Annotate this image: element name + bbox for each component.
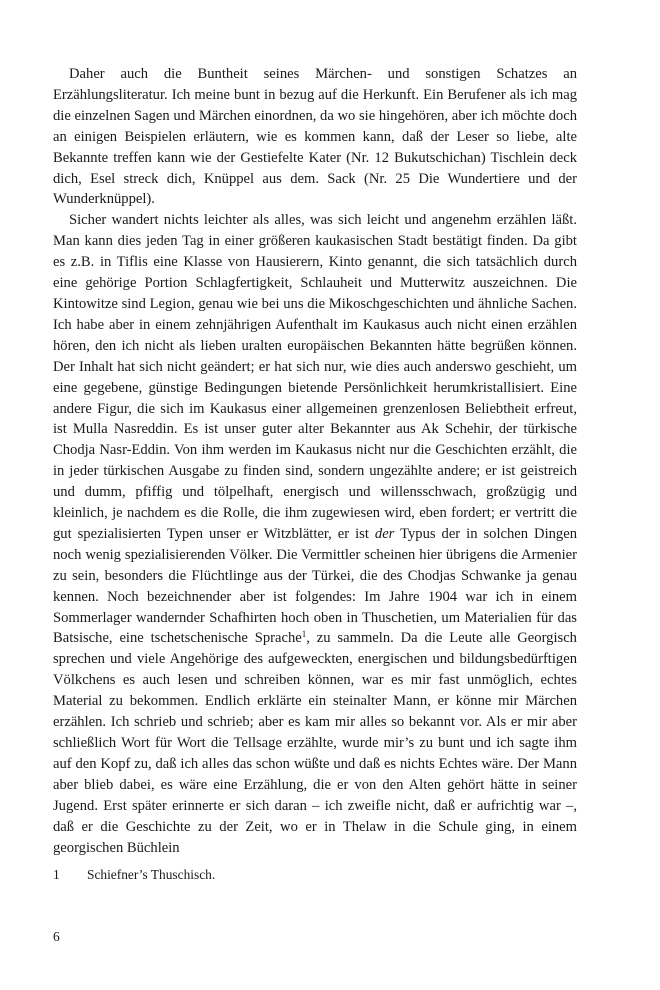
emphasis-text: der — [374, 525, 395, 542]
footnote-reference[interactable]: 1 — [301, 629, 307, 640]
text-run: , zu sammeln. Da die Leute alle Georgisch sprechen und viele Angehörige des aufgeweckten, energischen und bildungsbedürftigen Völkchens es auch lesen und schreiben können, war es mir fast unmöglich, echtes Material zu bekommen. Endlich erklärte ein steinalter Mann, er könne mir Märchen erzählen. Ich schrieb und schrieb; aber es kam mir alles so bekannt vor. Als er mir aber schließlich Wort für Wort die Tellsage erzählte, wurde mir’s zu bunt und ich sagte ihm auf den Kopf zu, daß ich alles das schon wüßte und daß es nichts Echtes wäre. Der Mann aber blieb dabei, es wäre eine Erzählung, die er von den Alten gehört hätte in seiner Jugend. Erst später erinnerte er sich daran – ich zweifle nicht, daß er aufrichtig war –, daß er die Geschichte zu der Zeit, wo er in Thelaw in die Schule ging, in einem georgischen Büchlein — [53, 630, 577, 856]
page-number: 6 — [53, 929, 60, 944]
text-run: Sicher wandert nichts leichter als alles, was sich leicht und angenehm erzählen läßt. Man kann dies jeden Tag in einer größeren kaukasischen Stadt bestätigt finden. Da gibt es z.B. in Tiflis eine Klasse von Hausierern, Kinto genannt, die sich tatsächlich durch eine gehörige Portion Schlagfertigkeit, Schlauheit und Mutterwitz auszeichnen. Die Kintowitze sind Legion, genau wie bei uns die Mikoschgeschichten und ähnliche Sachen. Ich habe aber in einem zehnjährigen Aufenthalt im Kaukasus auch nicht einen erzählen hören, den ich nicht als lieben uralten europäischen Bekannten hätte begrüßen können. Der Inhalt hat sich nicht geändert; er hat sich nur, wie dies auch anderswo geschieht, um eine gegebene, günstige Bedingungen bietende Persönlichkeit herumkristallisiert. Eine andere Figur, die sich im Kaukasus einer allgemeinen grenzenlosen Beliebtheit erfreut, ist Mulla Nasreddin. Es ist unser guter alter Bekannter aus Ak Schehir, der türkische Chodja Nasr-Eddin. Von ihm werden im Kaukasus nicht nur die Geschichten erzählt, die in jeder türkischen Ausgabe zu finden sind, sondern ungezählte andere; er ist geistreich und dumm, pfiffig und tölpelhaft, energisch und willensschwach, großzügig und kleinlich, je nachdem es die Rolle, die ihm zugewiesen wird, eben fordert; er vertritt die gut spezialisierten Typen unser er Witzblätter, er ist — [53, 212, 577, 542]
text-run: Typus der in solchen Dingen noch wenig spezialisierenden Völker. Die Vermittler scheinen hier übrigens die Armenier zu sein, besonders die Flüchtlinge aus der Türkei, die des Chodjas Schwanke ja genau kennen. Noch bezeichnender aber ist folgendes: Im Jahre 1904 war ich in einem Sommerlager wandernder Schafhirten hoch oben in Thuschetien, um Materialien für das Batsische, eine tschetschenische Sprache — [53, 525, 577, 647]
paragraph — [53, 64, 577, 210]
footnote-text: Schiefner’s Thuschisch. — [87, 867, 216, 882]
body-text — [53, 64, 577, 858]
text-run: Daher auch die Buntheit seines Märchen- und sonstigen Schatzes an Erzählungsliteratur. Ich meine bunt in bezug auf die Herkunft. Ein Berufener als ich mag die einzelnen Sagen und Märchen einordnen, da wo sie hingehören, aber ich möchte doch an einigen Beispielen erläutern, wie es kommen kann, daß der Leser so liebe, alte Bekannte treffen kann wie der Gestiefelte Kater (Nr. 12 Bukutschichan) Tischlein deck dich, Esel streck dich, Knüppel aus dem. Sack (Nr. 25 Die Wundertiere und der Wunderknüppel). — [53, 66, 577, 208]
footnote — [53, 866, 577, 884]
paragraph — [53, 210, 577, 858]
footnote-number: 1 — [53, 867, 60, 882]
